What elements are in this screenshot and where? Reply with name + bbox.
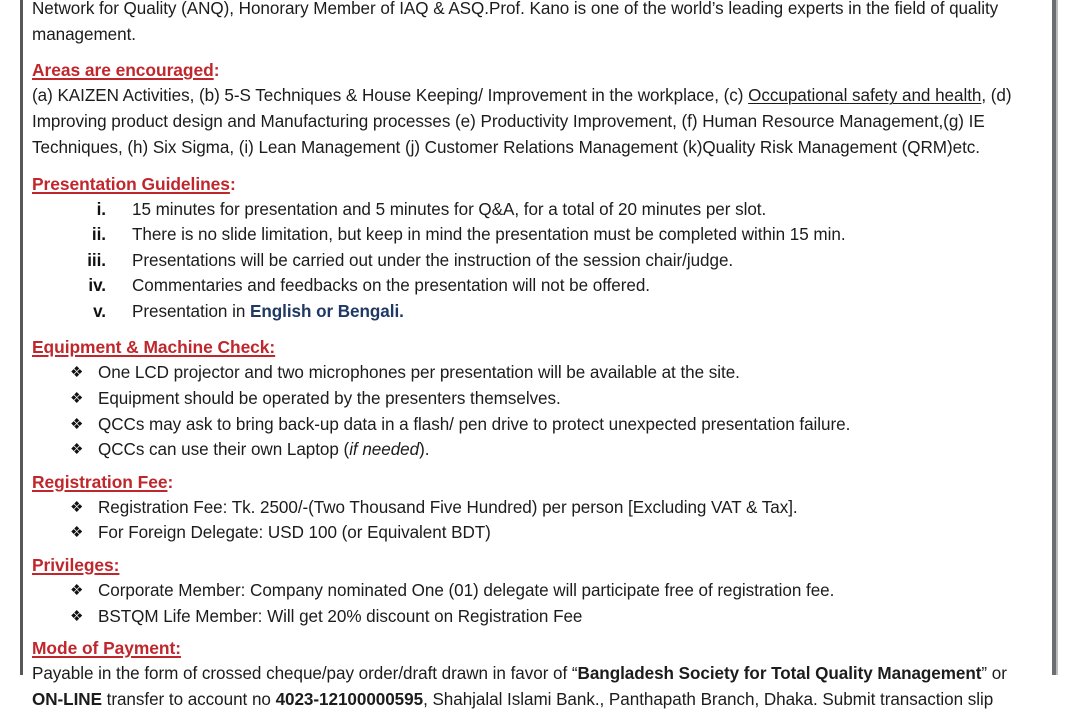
list-item-text: 15 minutes for presentation and 5 minutes for Q&A, for a total of 20 minutes per slot. [132,199,767,219]
payment-text-1: Payable in the form of crossed cheque/pay order/draft drawn in favor of “ [32,664,578,684]
intro-paragraph-line-1: Network for Quality (ANQ), Honorary Member of IAQ & ASQ.Prof. Kano is one of the world’s leading experts in the field of quality [32,0,999,18]
mode-of-payment-paragraph [32,661,1032,712]
diamond-bullet-icon: ❖ [70,582,84,600]
diamond-bullet-icon: ❖ [70,415,84,433]
list-item-text: Equipment should be operated by the presenters themselves. [98,389,561,409]
registration-fee-list [32,495,1032,546]
list-item-text: Corporate Member: Company nominated One (01) delegate will participate free of registration fee. [98,581,835,601]
payment-org-name: Bangladesh Society for Total Quality Management [577,664,982,684]
heading-equipment-machine-check [32,335,1032,360]
heading-registration-fee [32,470,1032,495]
heading-presentation-guidelines [32,172,1032,197]
payment-text-3: transfer to account no [101,689,276,709]
list-item [32,197,1032,223]
payment-text-2: ” or [981,664,1007,684]
payment-text-4: , Shahjalal Islami Bank., Panthapath Branch, Dhaka. Submit transaction slip [423,689,994,709]
heading-presentation-guidelines-text: Presentation Guidelines [32,173,230,194]
spacer [32,161,1032,172]
list-item-text: Presentation in [132,301,250,321]
page-border-right-inner [1056,0,1058,675]
list-item-text: Commentaries and feedbacks on the presentation will not be offered. [132,276,651,296]
heading-mode-of-payment-text: Mode of Payment: [32,638,181,659]
heading-presentation-guidelines-suffix: : [229,173,236,194]
areas-underlined-phrase: Occupational safety and health [748,86,982,106]
heading-mode-of-payment [32,636,1032,661]
diamond-bullet-icon: ❖ [70,390,84,408]
heading-areas-encouraged-text: Areas are encouraged [32,60,214,81]
list-item [32,412,1032,438]
privileges-list [32,578,1032,629]
heading-registration-fee-suffix: : [167,471,174,492]
list-item [32,222,1032,248]
heading-areas-encouraged [32,58,1032,83]
list-item [32,437,1032,463]
list-item-text: Presentations will be carried out under the instruction of the session chair/judge. [132,250,734,270]
diamond-bullet-icon: ❖ [70,441,84,459]
document-content [32,0,1032,713]
equipment-check-list [32,360,1032,462]
list-item [32,495,1032,521]
payment-online-label: ON-LINE [32,689,102,709]
list-marker: iv. [88,276,106,296]
list-item-text-suffix: ). [419,440,430,460]
diamond-bullet-icon: ❖ [70,607,84,625]
areas-encouraged-body [32,83,1032,160]
spacer [32,629,1032,636]
presentation-guidelines-list [32,197,1032,325]
list-item-text: QCCs can use their own Laptop ( [98,440,350,460]
heading-registration-fee-text: Registration Fee [32,471,168,492]
list-item [32,386,1032,412]
intro-paragraph-line-2: management. [32,24,136,44]
list-item-text: Registration Fee: Tk. 2500/-(Two Thousand Five Hundred) per person [Excluding VAT & Tax]. [98,497,798,517]
list-marker: ii. [91,225,106,245]
list-item [32,578,1032,604]
list-marker: iii. [87,250,106,270]
page-border-left [20,0,23,675]
diamond-bullet-icon: ❖ [70,498,84,516]
list-item-text: BSTQM Life Member: Will get 20% discount on Registration Fee [98,606,583,626]
areas-part-1: (a) KAIZEN Activities, (b) 5-S Techniques & House Keeping/ Improvement in the workplace, (c) [32,86,749,106]
spacer [32,324,1032,335]
list-item-text: For Foreign Delegate: USD 100 (or Equivalent BDT) [98,523,491,543]
list-item [32,360,1032,386]
diamond-bullet-icon: ❖ [70,364,84,382]
list-item [32,604,1032,630]
list-item-text-italic: if needed [349,440,420,460]
spacer [32,47,1032,58]
language-highlight: English or Bengali. [249,301,404,321]
spacer [32,546,1032,553]
list-item-text: QCCs may ask to bring back-up data in a flash/ pen drive to protect unexpected presentation failure. [98,414,851,434]
heading-privileges [32,553,1032,578]
list-item [32,520,1032,546]
list-marker: i. [96,199,106,219]
list-item-text: There is no slide limitation, but keep in mind the presentation must be completed within 15 min. [132,225,846,245]
spacer [32,463,1032,470]
payment-account-number: 4023-12100000595 [275,689,424,709]
areas-part-2: , (d) Improving product design and Manufacturing processes (e) Productivity Improvement, (f) Human Resource Management,(g) IE Techniques, (h) Six Sigma, (i) Lean Management (j) Customer Relations Management (k)Quality Risk Management (QRM)etc. [32,86,1012,157]
heading-privileges-text: Privileges: [32,555,120,576]
diamond-bullet-icon: ❖ [70,524,84,542]
list-item [32,299,1032,325]
list-item [32,248,1032,274]
heading-equipment-machine-check-text: Equipment & Machine Check: [32,337,276,358]
heading-areas-encouraged-suffix: : [213,60,220,81]
list-item-text: One LCD projector and two microphones per presentation will be available at the site. [98,363,740,383]
list-item [32,273,1032,299]
list-marker: v. [93,301,106,321]
